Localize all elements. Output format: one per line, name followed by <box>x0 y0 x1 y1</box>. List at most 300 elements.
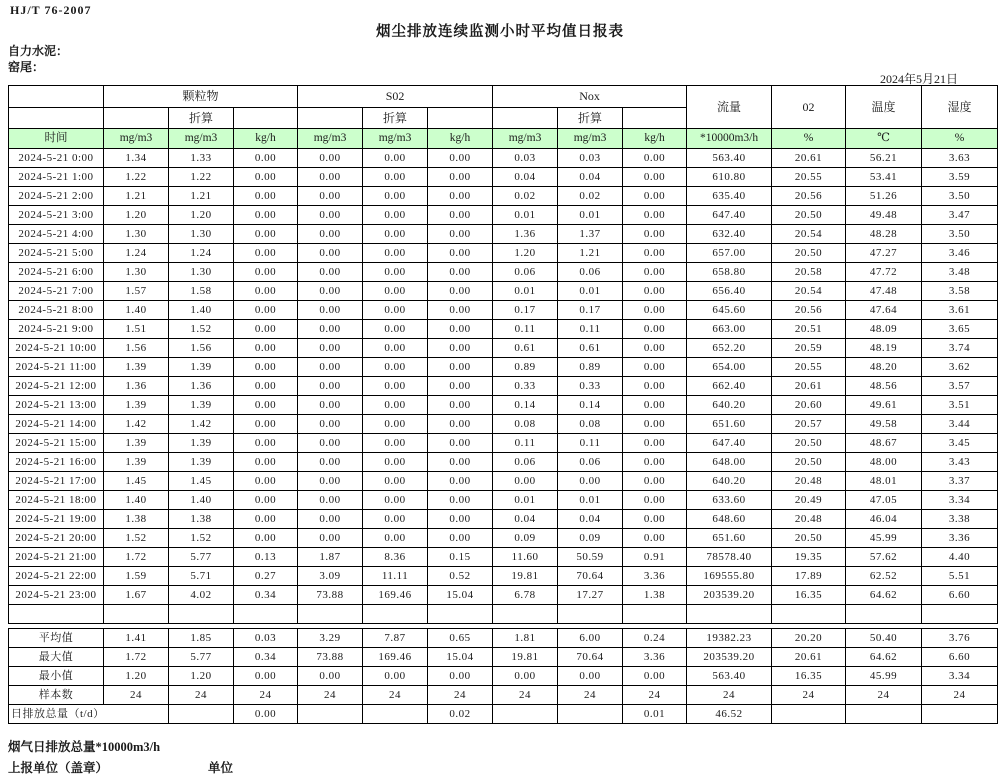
value-cell: 635.40 <box>687 187 772 206</box>
value-cell: 0.89 <box>493 358 558 377</box>
value-cell: 0.00 <box>234 415 298 434</box>
value-cell: 0.08 <box>558 415 623 434</box>
empty-cell <box>9 605 104 624</box>
value-cell: 48.28 <box>846 225 922 244</box>
value-cell: 1.56 <box>169 339 234 358</box>
value-cell: 640.20 <box>687 396 772 415</box>
table-row <box>9 187 998 206</box>
value-cell: 3.46 <box>922 244 998 263</box>
summary-value-cell: 19382.23 <box>687 629 772 648</box>
daily-total-cell <box>298 705 363 724</box>
value-cell: 48.00 <box>846 453 922 472</box>
value-cell: 0.00 <box>234 149 298 168</box>
value-cell: 647.40 <box>687 434 772 453</box>
value-cell: 640.20 <box>687 472 772 491</box>
summary-value-cell: 70.64 <box>558 648 623 667</box>
value-cell: 0.00 <box>428 168 493 187</box>
daily-total-cell: 46.52 <box>687 705 772 724</box>
value-cell: 0.00 <box>363 529 428 548</box>
value-cell: 0.00 <box>623 415 687 434</box>
value-cell: 0.00 <box>428 339 493 358</box>
value-cell: 0.00 <box>298 244 363 263</box>
value-cell: 0.00 <box>623 206 687 225</box>
value-cell: 0.00 <box>623 301 687 320</box>
value-cell: 3.43 <box>922 453 998 472</box>
value-cell: 3.65 <box>922 320 998 339</box>
value-cell: 3.74 <box>922 339 998 358</box>
value-cell: 645.60 <box>687 301 772 320</box>
value-cell: 3.50 <box>922 187 998 206</box>
summary-value-cell: 24 <box>428 686 493 705</box>
table-row <box>9 263 998 282</box>
table-row <box>9 491 998 510</box>
header-group-nox: Nox <box>493 86 687 108</box>
header-o2: 02 <box>772 86 846 129</box>
summary-value-cell: 0.00 <box>623 667 687 686</box>
header-flow: 流量 <box>687 86 772 129</box>
value-cell: 0.00 <box>363 206 428 225</box>
value-cell: 0.09 <box>558 529 623 548</box>
value-cell: 3.57 <box>922 377 998 396</box>
value-cell: 0.00 <box>623 396 687 415</box>
value-cell: 1.87 <box>298 548 363 567</box>
value-cell: 1.30 <box>169 263 234 282</box>
value-cell: 11.11 <box>363 567 428 586</box>
value-cell: 50.59 <box>558 548 623 567</box>
value-cell: 0.00 <box>623 377 687 396</box>
summary-row <box>9 629 998 648</box>
value-cell: 651.60 <box>687 529 772 548</box>
value-cell: 6.78 <box>493 586 558 605</box>
subheader-converted-nox: 折算 <box>558 108 623 129</box>
value-cell: 658.80 <box>687 263 772 282</box>
time-cell: 2024-5-21 18:00 <box>9 491 104 510</box>
value-cell: 0.00 <box>363 168 428 187</box>
value-cell: 20.48 <box>772 472 846 491</box>
value-cell: 70.64 <box>558 567 623 586</box>
value-cell: 0.00 <box>234 301 298 320</box>
value-cell: 1.34 <box>104 149 169 168</box>
value-cell: 20.49 <box>772 491 846 510</box>
value-cell: 20.55 <box>772 358 846 377</box>
value-cell: 48.19 <box>846 339 922 358</box>
value-cell: 48.56 <box>846 377 922 396</box>
summary-value-cell: 1.20 <box>169 667 234 686</box>
value-cell: 0.00 <box>298 225 363 244</box>
empty-cell <box>922 605 998 624</box>
value-cell: 0.00 <box>234 263 298 282</box>
time-cell: 2024-5-21 7:00 <box>9 282 104 301</box>
time-cell: 2024-5-21 12:00 <box>9 377 104 396</box>
summary-row <box>9 648 998 667</box>
table-row <box>9 510 998 529</box>
empty-cell <box>234 605 298 624</box>
unit-cell: mg/m3 <box>169 129 234 149</box>
value-cell: 0.00 <box>428 396 493 415</box>
table-row <box>9 586 998 605</box>
value-cell: 3.47 <box>922 206 998 225</box>
value-cell: 15.04 <box>428 586 493 605</box>
value-cell: 47.27 <box>846 244 922 263</box>
summary-value-cell: 0.00 <box>234 667 298 686</box>
value-cell: 0.61 <box>558 339 623 358</box>
table-row <box>9 301 998 320</box>
table-row <box>9 320 998 339</box>
value-cell: 0.00 <box>298 187 363 206</box>
unit-cell: mg/m3 <box>104 129 169 149</box>
value-cell: 0.00 <box>234 244 298 263</box>
time-cell: 2024-5-21 1:00 <box>9 168 104 187</box>
header-group-so2: S02 <box>298 86 493 108</box>
value-cell: 648.60 <box>687 510 772 529</box>
summary-row <box>9 686 998 705</box>
value-cell: 1.39 <box>169 358 234 377</box>
value-cell: 1.33 <box>169 149 234 168</box>
time-cell: 2024-5-21 21:00 <box>9 548 104 567</box>
value-cell: 0.00 <box>298 396 363 415</box>
value-cell: 1.20 <box>493 244 558 263</box>
time-head-blank <box>9 86 104 108</box>
value-cell: 169.46 <box>363 586 428 605</box>
flow-total-note: 烟气日排放总量*10000m3/h <box>8 740 161 754</box>
value-cell: 0.00 <box>298 453 363 472</box>
value-cell: 0.00 <box>623 453 687 472</box>
summary-value-cell: 1.72 <box>104 648 169 667</box>
summary-value-cell: 3.29 <box>298 629 363 648</box>
summary-value-cell: 0.65 <box>428 629 493 648</box>
value-cell: 1.40 <box>169 491 234 510</box>
value-cell: 4.40 <box>922 548 998 567</box>
value-cell: 5.77 <box>169 548 234 567</box>
value-cell: 0.06 <box>493 453 558 472</box>
summary-value-cell: 563.40 <box>687 667 772 686</box>
value-cell: 0.00 <box>298 415 363 434</box>
value-cell: 47.05 <box>846 491 922 510</box>
value-cell: 19.35 <box>772 548 846 567</box>
value-cell: 657.00 <box>687 244 772 263</box>
value-cell: 3.36 <box>623 567 687 586</box>
daily-total-cell: 0.00 <box>234 705 298 724</box>
value-cell: 648.00 <box>687 453 772 472</box>
value-cell: 0.04 <box>558 510 623 529</box>
value-cell: 0.00 <box>363 472 428 491</box>
value-cell: 1.42 <box>104 415 169 434</box>
value-cell: 0.00 <box>298 510 363 529</box>
value-cell: 0.00 <box>363 358 428 377</box>
value-cell: 17.27 <box>558 586 623 605</box>
value-cell: 6.60 <box>922 586 998 605</box>
value-cell: 0.00 <box>234 206 298 225</box>
empty-cell <box>104 605 169 624</box>
value-cell: 0.17 <box>493 301 558 320</box>
page-title: 烟尘排放连续监测小时平均值日报表 <box>376 24 624 40</box>
daily-total-cell <box>772 705 846 724</box>
value-cell: 0.09 <box>493 529 558 548</box>
value-cell: 656.40 <box>687 282 772 301</box>
value-cell: 0.00 <box>493 472 558 491</box>
value-cell: 47.72 <box>846 263 922 282</box>
summary-row <box>9 667 998 686</box>
value-cell: 0.00 <box>298 472 363 491</box>
value-cell: 0.02 <box>493 187 558 206</box>
time-cell: 2024-5-21 19:00 <box>9 510 104 529</box>
value-cell: 1.36 <box>104 377 169 396</box>
empty-cell <box>169 605 234 624</box>
value-cell: 3.61 <box>922 301 998 320</box>
summary-value-cell: 24 <box>558 686 623 705</box>
unit-cell: % <box>772 129 846 149</box>
summary-value-cell: 3.34 <box>922 667 998 686</box>
value-cell: 62.52 <box>846 567 922 586</box>
summary-value-cell: 24 <box>687 686 772 705</box>
unit-cell: mg/m3 <box>493 129 558 149</box>
value-cell: 0.00 <box>298 358 363 377</box>
value-cell: 0.00 <box>298 339 363 358</box>
value-cell: 20.56 <box>772 187 846 206</box>
summary-value-cell: 64.62 <box>846 648 922 667</box>
value-cell: 0.11 <box>558 320 623 339</box>
value-cell: 0.11 <box>558 434 623 453</box>
value-cell: 0.00 <box>298 320 363 339</box>
value-cell: 1.39 <box>104 358 169 377</box>
summary-label: 最小值 <box>9 667 104 686</box>
time-cell: 2024-5-21 0:00 <box>9 149 104 168</box>
value-cell: 1.40 <box>169 301 234 320</box>
time-cell: 2024-5-21 15:00 <box>9 434 104 453</box>
value-cell: 1.39 <box>104 434 169 453</box>
empty-cell <box>687 605 772 624</box>
header-temperature: 温度 <box>846 86 922 129</box>
summary-value-cell: 0.00 <box>493 667 558 686</box>
value-cell: 0.00 <box>363 244 428 263</box>
main-tbody <box>9 149 998 624</box>
value-cell: 1.59 <box>104 567 169 586</box>
unit-cell: ℃ <box>846 129 922 149</box>
value-cell: 1.21 <box>558 244 623 263</box>
table-row <box>9 339 998 358</box>
unit-label: 单位 <box>208 761 234 775</box>
value-cell: 0.01 <box>493 282 558 301</box>
summary-value-cell: 15.04 <box>428 648 493 667</box>
summary-value-cell: 0.03 <box>234 629 298 648</box>
value-cell: 0.01 <box>493 206 558 225</box>
summary-value-cell: 1.81 <box>493 629 558 648</box>
value-cell: 1.36 <box>169 377 234 396</box>
value-cell: 56.21 <box>846 149 922 168</box>
value-cell: 3.36 <box>922 529 998 548</box>
unit-cell: kg/h <box>623 129 687 149</box>
value-cell: 73.88 <box>298 586 363 605</box>
summary-value-cell: 24 <box>363 686 428 705</box>
unit-cell: % <box>922 129 998 149</box>
empty-row <box>9 605 998 624</box>
value-cell: 19.81 <box>493 567 558 586</box>
value-cell: 1.20 <box>169 206 234 225</box>
value-cell: 4.02 <box>169 586 234 605</box>
unit-cell: mg/m3 <box>298 129 363 149</box>
value-cell: 0.00 <box>234 282 298 301</box>
table-row <box>9 225 998 244</box>
site-name: 窑尾： <box>8 60 45 74</box>
summary-value-cell: 24 <box>623 686 687 705</box>
value-cell: 0.00 <box>298 282 363 301</box>
value-cell: 0.00 <box>298 168 363 187</box>
empty-cell <box>846 605 922 624</box>
value-cell: 1.51 <box>104 320 169 339</box>
value-cell: 0.00 <box>428 472 493 491</box>
time-cell: 2024-5-21 2:00 <box>9 187 104 206</box>
summary-value-cell: 20.20 <box>772 629 846 648</box>
value-cell: 0.00 <box>623 472 687 491</box>
time-cell: 2024-5-21 23:00 <box>9 586 104 605</box>
time-cell: 2024-5-21 13:00 <box>9 396 104 415</box>
value-cell: 0.14 <box>558 396 623 415</box>
value-cell: 0.00 <box>623 358 687 377</box>
value-cell: 20.58 <box>772 263 846 282</box>
value-cell: 0.00 <box>234 168 298 187</box>
main-table <box>8 85 998 624</box>
value-cell: 0.00 <box>363 282 428 301</box>
summary-value-cell: 24 <box>922 686 998 705</box>
unit-cell: mg/m3 <box>558 129 623 149</box>
value-cell: 48.67 <box>846 434 922 453</box>
value-cell: 1.38 <box>104 510 169 529</box>
summary-value-cell: 24 <box>169 686 234 705</box>
value-cell: 0.00 <box>363 339 428 358</box>
value-cell: 20.54 <box>772 225 846 244</box>
summary-value-cell: 0.00 <box>363 667 428 686</box>
value-cell: 0.00 <box>234 491 298 510</box>
value-cell: 0.00 <box>298 301 363 320</box>
value-cell: 652.20 <box>687 339 772 358</box>
value-cell: 1.40 <box>104 301 169 320</box>
value-cell: 0.00 <box>298 434 363 453</box>
value-cell: 3.38 <box>922 510 998 529</box>
value-cell: 0.00 <box>428 225 493 244</box>
unit-cell-time: 时间 <box>9 129 104 149</box>
value-cell: 0.06 <box>493 263 558 282</box>
summary-value-cell: 50.40 <box>846 629 922 648</box>
value-cell: 1.39 <box>169 453 234 472</box>
time-cell: 2024-5-21 8:00 <box>9 301 104 320</box>
subheader-converted-pm: 折算 <box>169 108 234 129</box>
value-cell: 0.00 <box>623 282 687 301</box>
value-cell: 0.00 <box>428 510 493 529</box>
value-cell: 1.30 <box>104 225 169 244</box>
unit-row <box>9 129 998 149</box>
value-cell: 0.89 <box>558 358 623 377</box>
value-cell: 1.38 <box>169 510 234 529</box>
value-cell: 0.00 <box>623 149 687 168</box>
value-cell: 0.91 <box>623 548 687 567</box>
empty-cell <box>428 605 493 624</box>
summary-value-cell: 0.00 <box>558 667 623 686</box>
value-cell: 49.61 <box>846 396 922 415</box>
value-cell: 20.57 <box>772 415 846 434</box>
value-cell: 203539.20 <box>687 586 772 605</box>
empty-cell <box>493 605 558 624</box>
time-cell: 2024-5-21 11:00 <box>9 358 104 377</box>
value-cell: 0.00 <box>623 339 687 358</box>
summary-label: 最大值 <box>9 648 104 667</box>
empty-cell <box>772 605 846 624</box>
summary-value-cell: 3.36 <box>623 648 687 667</box>
value-cell: 0.00 <box>234 187 298 206</box>
value-cell: 1.40 <box>104 491 169 510</box>
value-cell: 0.00 <box>558 472 623 491</box>
summary-value-cell: 16.35 <box>772 667 846 686</box>
value-cell: 0.00 <box>234 358 298 377</box>
value-cell: 0.00 <box>428 453 493 472</box>
value-cell: 0.00 <box>428 415 493 434</box>
value-cell: 0.00 <box>623 320 687 339</box>
empty-cell <box>623 605 687 624</box>
value-cell: 11.60 <box>493 548 558 567</box>
summary-value-cell: 1.20 <box>104 667 169 686</box>
value-cell: 49.48 <box>846 206 922 225</box>
table-row <box>9 282 998 301</box>
value-cell: 1.22 <box>169 168 234 187</box>
report-date: 2024年5月21日 <box>879 72 958 86</box>
value-cell: 0.00 <box>298 377 363 396</box>
value-cell: 0.00 <box>363 320 428 339</box>
value-cell: 0.00 <box>428 149 493 168</box>
value-cell: 0.00 <box>363 301 428 320</box>
daily-total-cell <box>922 705 998 724</box>
summary-value-cell: 0.34 <box>234 648 298 667</box>
summary-value-cell: 6.60 <box>922 648 998 667</box>
value-cell: 3.62 <box>922 358 998 377</box>
value-cell: 0.00 <box>623 225 687 244</box>
value-cell: 0.00 <box>363 415 428 434</box>
value-cell: 0.00 <box>298 491 363 510</box>
value-cell: 1.39 <box>169 396 234 415</box>
summary-value-cell: 6.00 <box>558 629 623 648</box>
value-cell: 169555.80 <box>687 567 772 586</box>
value-cell: 0.00 <box>623 244 687 263</box>
summary-value-cell: 24 <box>298 686 363 705</box>
value-cell: 20.50 <box>772 206 846 225</box>
value-cell: 20.56 <box>772 301 846 320</box>
value-cell: 0.00 <box>363 510 428 529</box>
value-cell: 0.00 <box>363 225 428 244</box>
empty-cell <box>558 605 623 624</box>
table-row <box>9 396 998 415</box>
value-cell: 0.01 <box>493 491 558 510</box>
time-cell: 2024-5-21 22:00 <box>9 567 104 586</box>
summary-value-cell: 24 <box>104 686 169 705</box>
value-cell: 1.39 <box>169 434 234 453</box>
value-cell: 5.51 <box>922 567 998 586</box>
time-cell: 2024-5-21 14:00 <box>9 415 104 434</box>
value-cell: 647.40 <box>687 206 772 225</box>
value-cell: 1.24 <box>169 244 234 263</box>
value-cell: 3.34 <box>922 491 998 510</box>
value-cell: 0.00 <box>234 225 298 244</box>
value-cell: 654.00 <box>687 358 772 377</box>
header-group-row <box>9 86 998 108</box>
value-cell: 0.00 <box>623 491 687 510</box>
summary-value-cell: 5.77 <box>169 648 234 667</box>
value-cell: 0.00 <box>363 149 428 168</box>
value-cell: 0.13 <box>234 548 298 567</box>
value-cell: 3.44 <box>922 415 998 434</box>
time-cell: 2024-5-21 4:00 <box>9 225 104 244</box>
value-cell: 0.00 <box>623 168 687 187</box>
value-cell: 1.72 <box>104 548 169 567</box>
value-cell: 1.21 <box>104 187 169 206</box>
report-unit-label: 上报单位（盖章） <box>8 761 109 775</box>
